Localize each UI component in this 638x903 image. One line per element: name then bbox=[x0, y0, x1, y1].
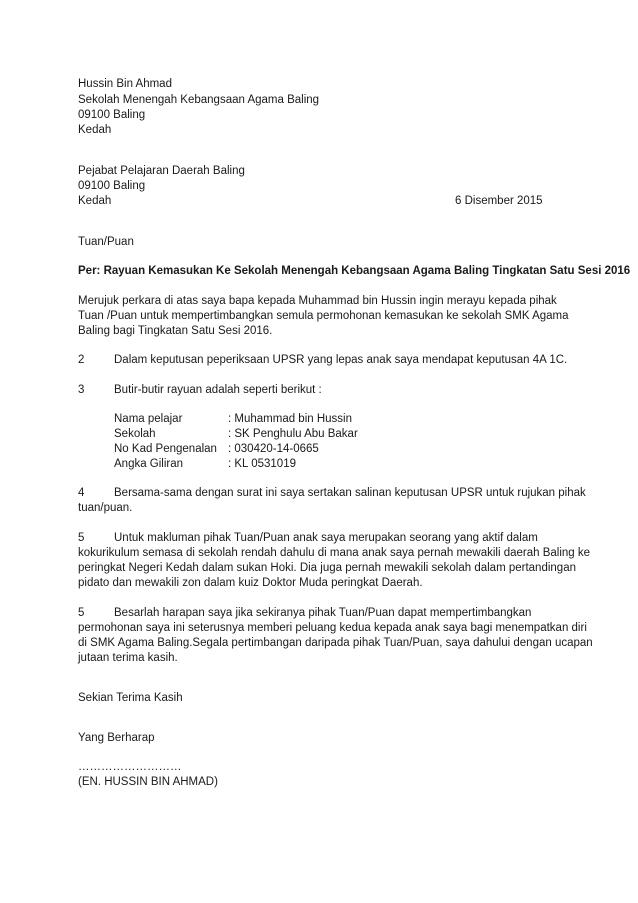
para4-line: tuan/puan. bbox=[78, 502, 133, 514]
closing: Sekian Terima Kasih bbox=[78, 692, 183, 704]
signature-line: ……………………… bbox=[78, 761, 182, 773]
para5-number: 5 bbox=[78, 532, 85, 544]
para1-line: Baling bagi Tingkatan Satu Sesi 2016. bbox=[78, 325, 273, 337]
para2-number: 2 bbox=[78, 354, 85, 366]
para5-line: Untuk makluman pihak Tuan/Puan anak saya merupakan seorang yang aktif dalam bbox=[114, 532, 538, 544]
sender-postcode-city: 09100 Baling bbox=[78, 109, 146, 121]
detail-label: No Kad Pengenalan bbox=[114, 443, 217, 455]
para2-line: Dalam keputusan peperiksaan UPSR yang lepas anak saya mendapat keputusan 4A 1C. bbox=[114, 354, 568, 366]
para1-line: Tuan /Puan untuk mempertimbangkan semula permohonan kemasukan ke sekolah SMK Agama bbox=[78, 310, 569, 322]
para5-line: kokurikulum semasa di sekolah rendah dahulu di mana anak saya pernah mewakili daerah Baling ke bbox=[78, 547, 591, 559]
para4-number: 4 bbox=[78, 487, 85, 499]
para6-number: 5 bbox=[78, 607, 85, 619]
para6-line: di SMK Agama Baling.Segala pertimbangan daripada pihak Tuan/Puan, saya dahului dengan ucapan bbox=[78, 637, 593, 649]
sender-state: Kedah bbox=[78, 124, 112, 136]
para4-line: Bersama-sama dengan surat ini saya sertakan salinan keputusan UPSR untuk rujukan pihak bbox=[114, 487, 586, 499]
detail-label: Angka Giliran bbox=[114, 458, 184, 470]
subject-line: Per: Rayuan Kemasukan Ke Sekolah Menengah Kebangsaan Agama Baling Tingkatan Satu Sesi 2016 bbox=[78, 265, 631, 277]
para6-line: permohonan saya ini seterusnya memberi peluang kedua kepada anak saya bagi menempatkan diri bbox=[78, 622, 587, 634]
detail-value: : 030420-14-0665 bbox=[228, 443, 319, 455]
para6-line: Besarlah harapan saya jika sekiranya pihak Tuan/Puan dapat mempertimbangkan bbox=[114, 607, 532, 619]
signatory: (EN. HUSSIN BIN AHMAD) bbox=[78, 776, 218, 788]
recipient-postcode-city: 09100 Baling bbox=[78, 180, 146, 192]
para6-line: jutaan terima kasih. bbox=[78, 652, 178, 664]
detail-label: Nama pelajar bbox=[114, 413, 183, 425]
recipient-office: Pejabat Pelajaran Daerah Baling bbox=[78, 165, 245, 177]
para3-line: Butir-butir rayuan adalah seperti berikut : bbox=[114, 384, 322, 396]
sender-name: Hussin Bin Ahmad bbox=[78, 78, 172, 90]
recipient-state: Kedah bbox=[78, 195, 112, 207]
detail-value: : Muhammad bin Hussin bbox=[228, 413, 352, 425]
para5-line: pidato dan mewakili zon dalam kuiz Doktor Muda peringkat Daerah. bbox=[78, 577, 423, 589]
detail-value: : SK Penghulu Abu Bakar bbox=[228, 428, 358, 440]
regards: Yang Berharap bbox=[78, 732, 155, 744]
para5-line: peringkat Negeri Kedah dalam sukan Hoki. Dia juga pernah mewakili sekolah dalam pertandingan bbox=[78, 562, 576, 574]
sender-school: Sekolah Menengah Kebangsaan Agama Baling bbox=[78, 94, 320, 106]
detail-value: : KL 0531019 bbox=[228, 458, 296, 470]
para1-line: Merujuk perkara di atas saya bapa kepada Muhammad bin Hussin ingin merayu kepada pihak bbox=[78, 295, 557, 307]
para3-number: 3 bbox=[78, 384, 85, 396]
detail-label: Sekolah bbox=[114, 428, 156, 440]
letter-date: 6 Disember 2015 bbox=[455, 195, 543, 207]
salutation: Tuan/Puan bbox=[78, 236, 134, 248]
